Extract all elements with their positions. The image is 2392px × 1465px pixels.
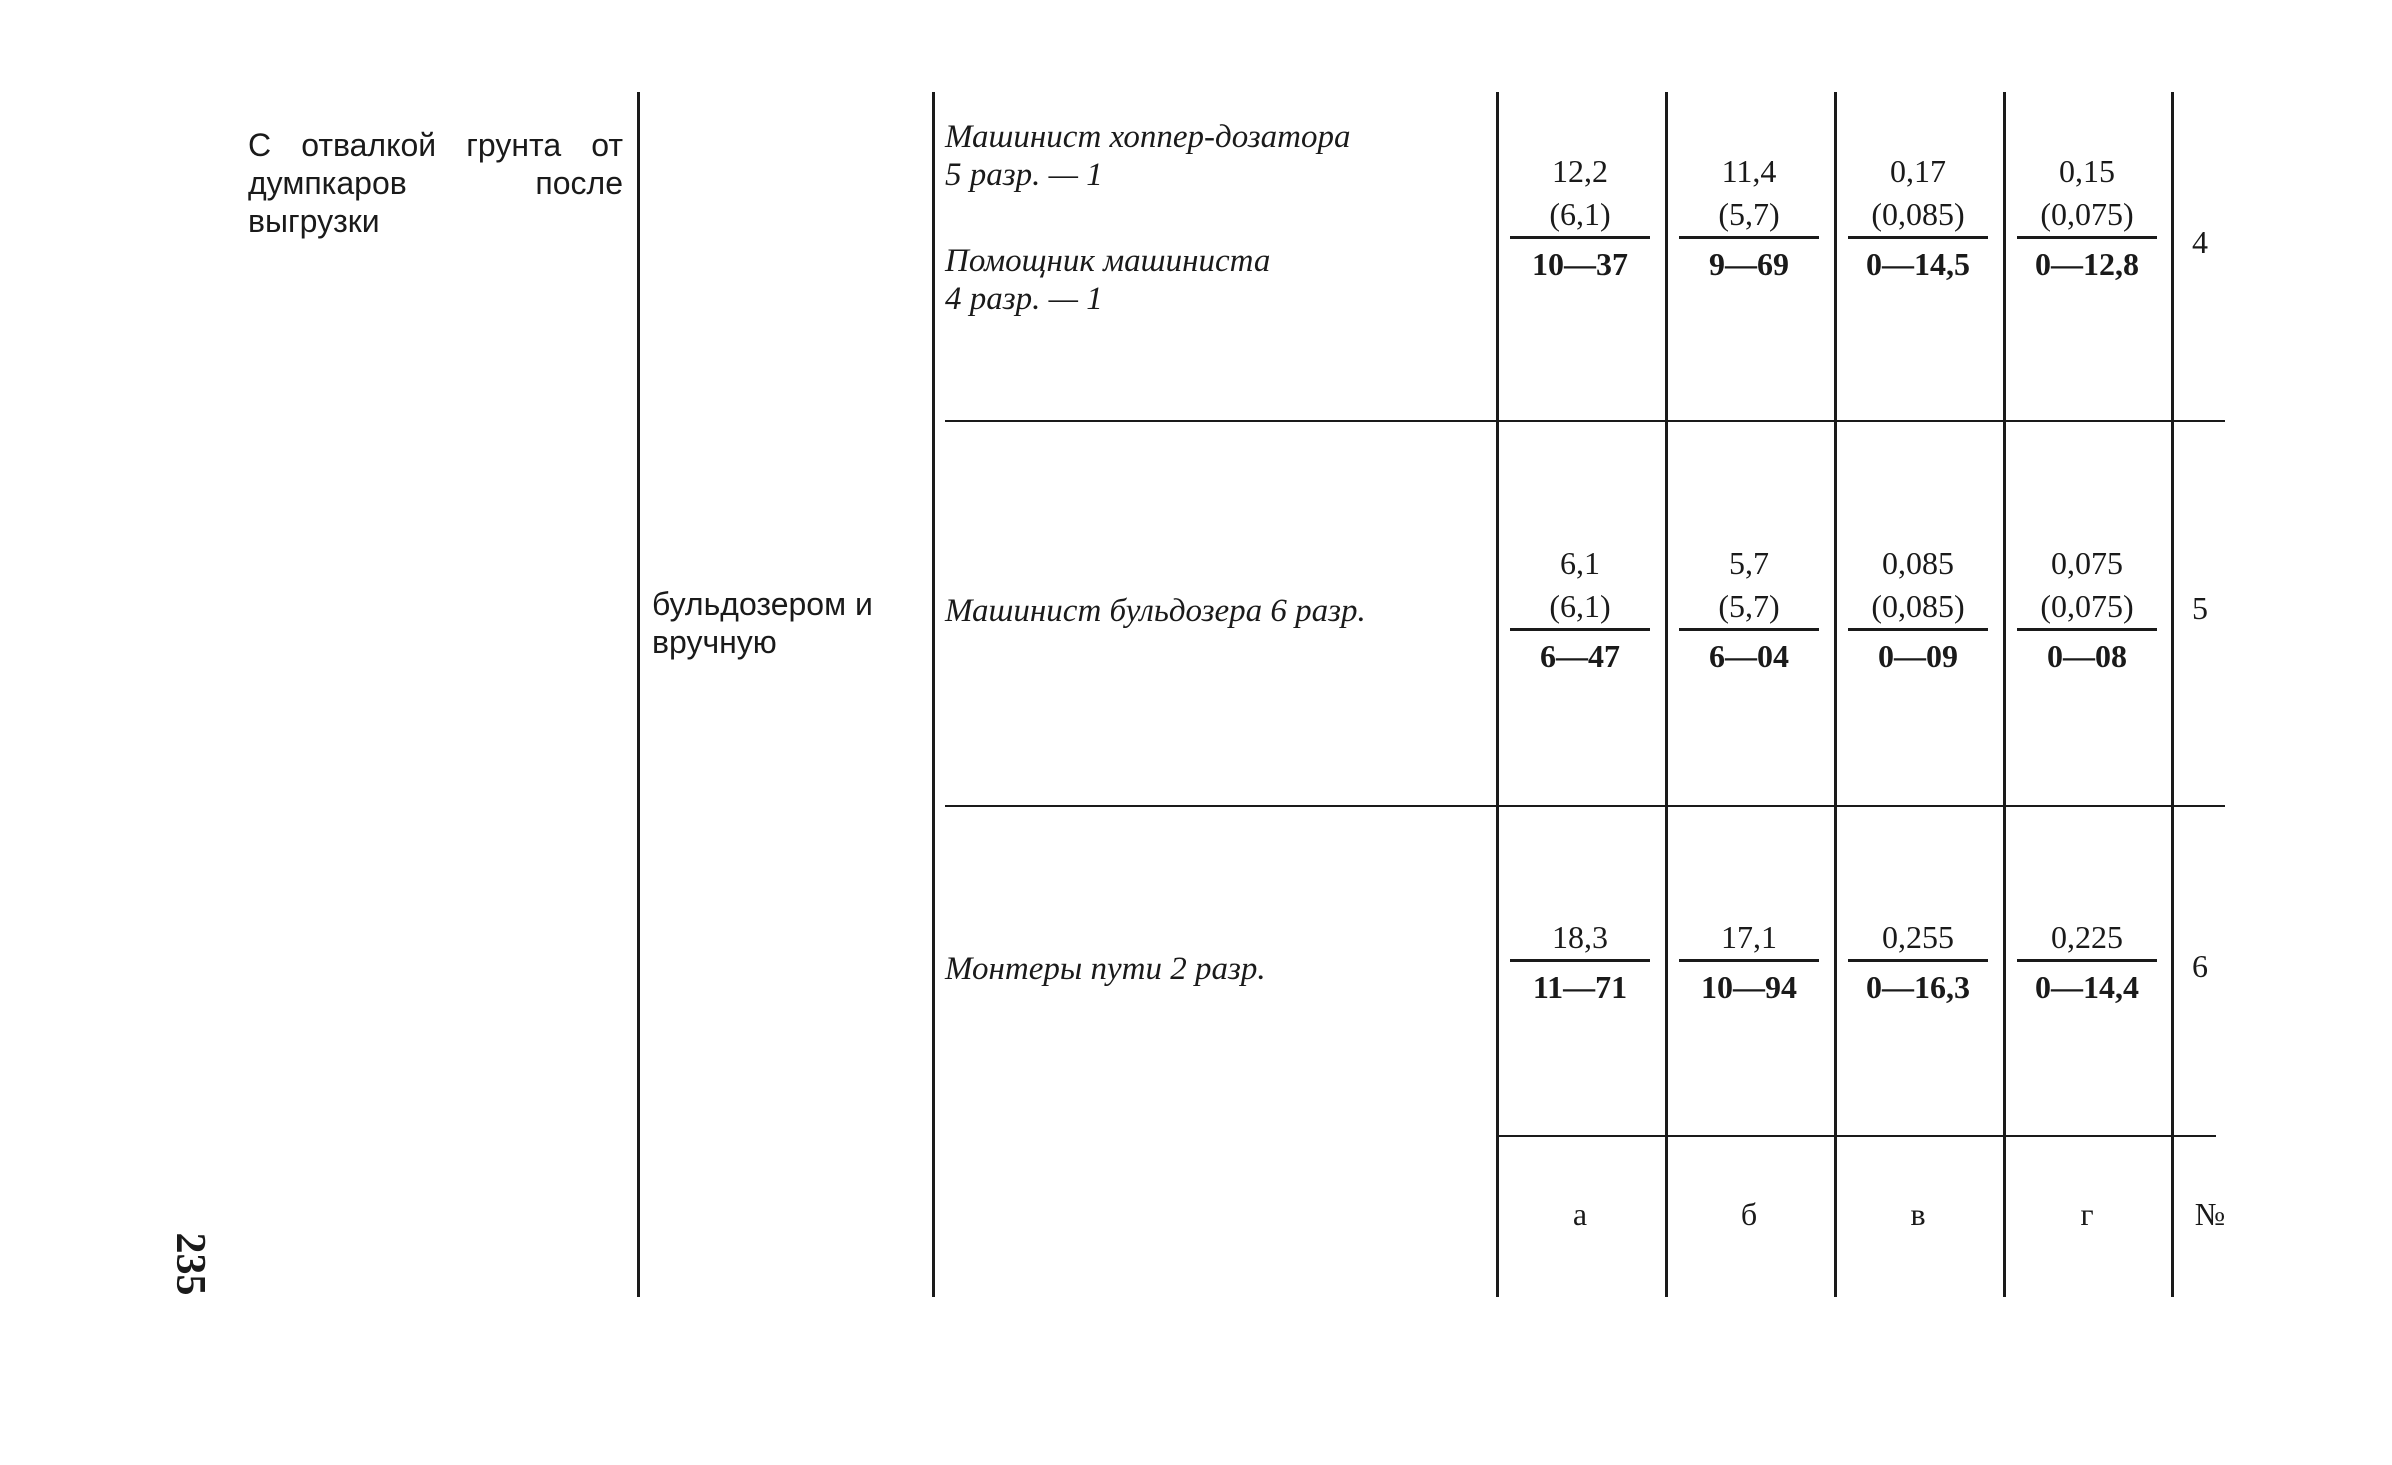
cell-value: 18,3 (1552, 919, 1608, 955)
crew-row-4 (945, 118, 1485, 318)
cell-row6-g (2017, 916, 2157, 1009)
rule-col-a-left (1496, 92, 1499, 1297)
cell-price: 10—94 (1679, 959, 1819, 1009)
cell-row5-g (2017, 542, 2157, 678)
row-divider-2 (945, 805, 2225, 807)
cell-value-paren: (6,1) (1549, 588, 1611, 624)
cell-value-paren: (5,7) (1718, 588, 1780, 624)
cell-value: 0,075 (2051, 545, 2123, 581)
rule-method (932, 92, 935, 1297)
cell-row6-v (1848, 916, 1988, 1009)
cell-row4-b (1679, 150, 1819, 286)
cell-price: 0—12,8 (2017, 236, 2157, 286)
work-description: С отвалкой грунта от думпкаров после выгрузки (248, 127, 623, 239)
cell-row4-g (2017, 150, 2157, 286)
cell-row5-a (1510, 542, 1650, 678)
cell-row6-a (1510, 916, 1650, 1009)
cell-value: 11,4 (1721, 153, 1777, 189)
row-divider-1 (945, 420, 2225, 422)
crew-line: 5 разр. — 1 (945, 157, 1103, 193)
crew-row-5 (945, 592, 1485, 630)
cell-price: 0—14,5 (1848, 236, 1988, 286)
cell-value: 0,255 (1882, 919, 1954, 955)
header-divider (1496, 1135, 2216, 1137)
cell-price: 0—09 (1848, 628, 1988, 678)
cell-value: 0,085 (1882, 545, 1954, 581)
cell-value-paren: (0,075) (2040, 196, 2134, 232)
cell-value: 17,1 (1721, 919, 1777, 955)
cell-price: 6—47 (1510, 628, 1650, 678)
cell-price: 0—16,3 (1848, 959, 1988, 1009)
cell-price: 6—04 (1679, 628, 1819, 678)
rule-col-g-left (2003, 92, 2006, 1297)
cell-price: 10—37 (1510, 236, 1650, 286)
rule-left (637, 92, 640, 1297)
cell-value-paren: (6,1) (1549, 196, 1611, 232)
crew-line: Машинист бульдозера 6 разр. (945, 593, 1366, 629)
rule-col-v-left (1834, 92, 1837, 1297)
cell-value: 0,225 (2051, 919, 2123, 955)
cell-value: 6,1 (1560, 545, 1600, 581)
cell-value-paren: (0,075) (2040, 588, 2134, 624)
cell-value: 0,17 (1890, 153, 1946, 189)
column-header-number: № (2194, 1196, 2226, 1232)
row-number: 5 (2192, 590, 2208, 626)
crew-line: Машинист хоппер-дозатора (945, 119, 1351, 155)
row-number: 4 (2192, 224, 2208, 260)
column-header-g: г (2080, 1196, 2094, 1232)
cell-price: 0—14,4 (2017, 959, 2157, 1009)
cell-value-paren: (5,7) (1718, 196, 1780, 232)
cell-row4-a (1510, 150, 1650, 286)
cell-price: 11—71 (1510, 959, 1650, 1009)
page-number: 235 (167, 1232, 213, 1296)
column-header-v: в (1910, 1196, 1926, 1232)
rule-col-no-left (2171, 92, 2174, 1297)
crew-line: Помощник машиниста (945, 243, 1271, 279)
method-description: бульдозером и вручную (652, 586, 873, 660)
cell-row5-b (1679, 542, 1819, 678)
cell-value: 5,7 (1729, 545, 1769, 581)
crew-line: Монтеры пути 2 разр. (945, 951, 1266, 987)
cell-row4-v (1848, 150, 1988, 286)
cell-row5-v (1848, 542, 1988, 678)
cell-value-paren: (0,085) (1871, 588, 1965, 624)
crew-row-6 (945, 950, 1485, 988)
cell-row6-b (1679, 916, 1819, 1009)
cell-value: 0,15 (2059, 153, 2115, 189)
cell-value: 12,2 (1552, 153, 1608, 189)
row-number: 6 (2192, 948, 2208, 984)
rule-col-b-left (1665, 92, 1668, 1297)
cell-price: 0—08 (2017, 628, 2157, 678)
column-header-a: а (1572, 1196, 1588, 1232)
crew-line: 4 разр. — 1 (945, 281, 1103, 317)
cell-price: 9—69 (1679, 236, 1819, 286)
column-header-b: б (1740, 1196, 1758, 1232)
cell-value-paren: (0,085) (1871, 196, 1965, 232)
